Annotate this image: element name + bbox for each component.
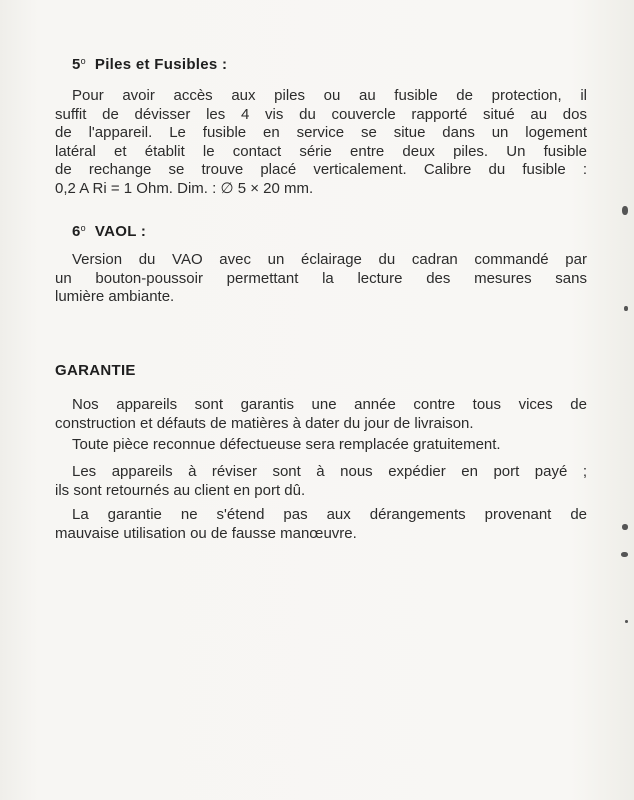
text-line: mauvaise utilisation ou de fausse manœuvre.	[55, 524, 357, 542]
paragraph-garantie-2	[55, 436, 587, 455]
text-line: Les appareils à réviser sont à nous expédier en port payé ;	[72, 463, 587, 480]
text-line: construction et défauts de matières à dater du jour de livraison.	[55, 414, 474, 432]
paragraph-vaol	[55, 251, 587, 307]
paragraph-garantie-4	[55, 506, 587, 543]
section-heading-vaol	[72, 223, 146, 240]
text-line: de l'appareil. Le fusible en service se situe dans un logement	[55, 124, 587, 142]
text-line: un bouton-poussoir permettant la lecture des mesures sans	[55, 269, 587, 287]
section-heading-garantie	[55, 362, 136, 379]
section-heading-piles	[72, 56, 227, 73]
text-line: 0,2 A Ri = 1 Ohm. Dim. : ∅ 5 × 20 mm.	[55, 179, 314, 197]
section-number: 5	[72, 56, 81, 73]
scan-speck	[625, 620, 628, 623]
paragraph-garantie-3	[55, 463, 587, 500]
scan-speck	[622, 524, 628, 530]
text-line: Toute pièce reconnue défectueuse sera remplacée gratuitement.	[72, 436, 501, 453]
scan-speck	[622, 206, 628, 215]
scan-speck	[624, 306, 628, 311]
text-line: de rechange se trouve placé verticalement. Calibre du fusible :	[55, 161, 587, 179]
text-line: ils sont retournés au client en port dû.	[55, 481, 306, 499]
text-line: Version du VAO avec un éclairage du cadran commandé par	[72, 251, 587, 268]
text-line: latéral et établit le contact série entre deux piles. Un fusible	[55, 142, 587, 160]
section-title: Piles et Fusibles :	[94, 56, 228, 73]
scan-speck	[621, 552, 628, 557]
text-line: suffit de dévisser les 4 vis du couvercle rapporté situé au dos	[55, 105, 587, 123]
section-title: VAOL :	[94, 223, 147, 240]
text-line: Pour avoir accès aux piles ou au fusible de protection, il	[72, 87, 587, 104]
section-number: 6	[72, 223, 81, 240]
paragraph-garantie-1	[55, 396, 587, 433]
degree-mark: o	[80, 223, 86, 233]
text-line: Nos appareils sont garantis une année contre tous vices de	[72, 396, 587, 413]
text-line: lumière ambiante.	[55, 288, 175, 306]
degree-mark: o	[80, 56, 86, 66]
section-title: GARANTIE	[55, 362, 136, 379]
text-line: La garantie ne s'étend pas aux dérangements provenant de	[72, 506, 587, 523]
paragraph-piles	[55, 87, 587, 199]
